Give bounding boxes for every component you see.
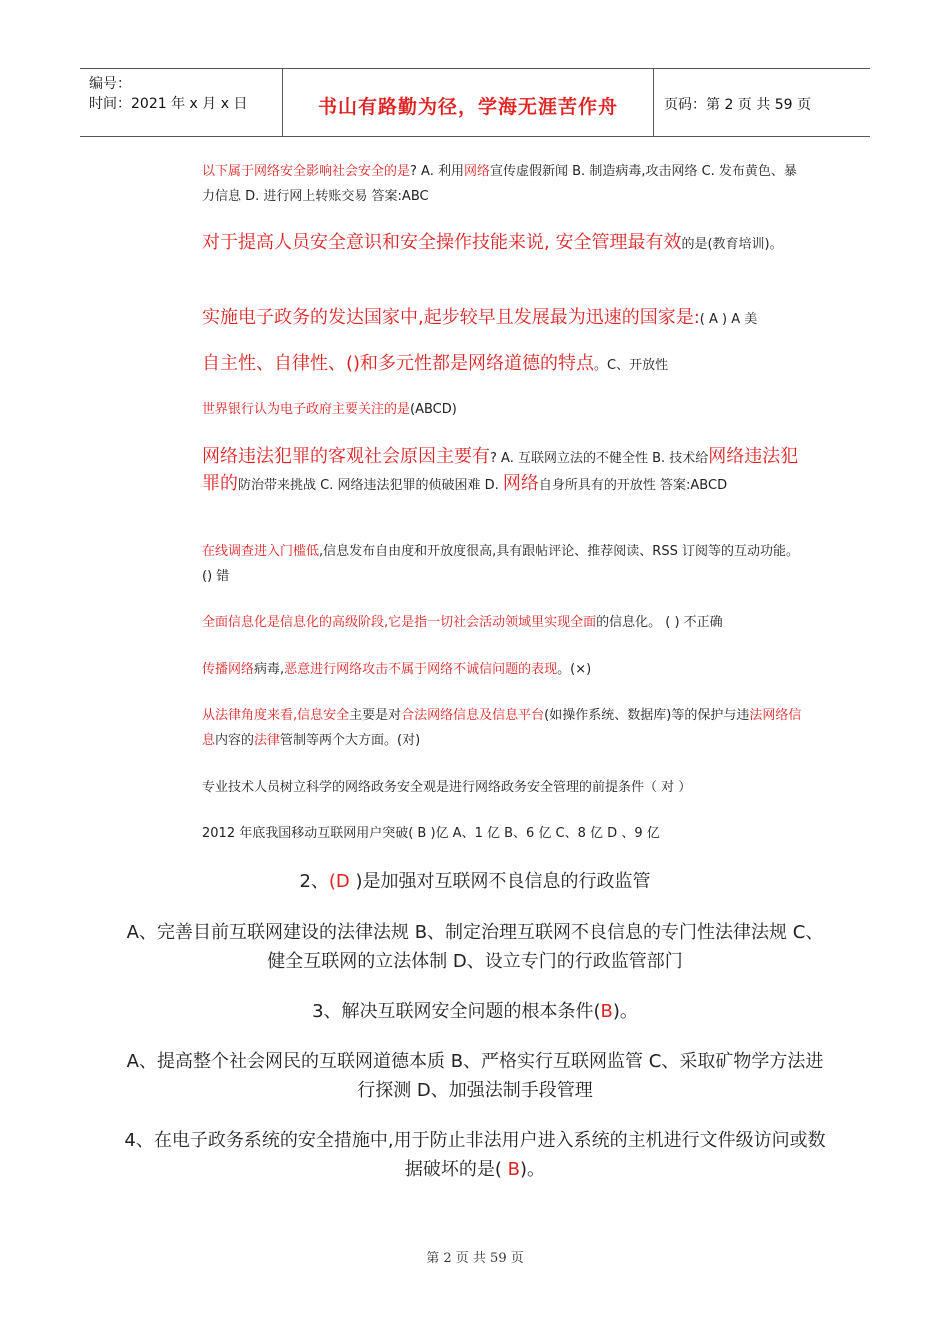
question-text: 防治带来挑战 C. 网络违法犯罪的侦破困难 D. <box>238 478 503 493</box>
question-item <box>120 997 830 1026</box>
question-options: A、完善目前互联网建设的法律法规 B、制定治理互联网不良信息的专门性法律法规 C、健全互联网的立法体制 D、设立专门的行政监管部门 <box>126 922 824 972</box>
header-motto: 书山有路勤为径，学海无涯苦作舟 <box>317 96 618 118</box>
question-text: 管制等两个大方面。(对) <box>280 733 421 748</box>
question-stem: 从法律角度来看,信息安全 <box>202 708 350 723</box>
question-text: 宣传虚假新闻 B. 制造病毒,攻击网络 C. 发布黄色、暴力信息 D. 进行网上转账交易 答案:ABC <box>202 164 797 204</box>
question-stem: 传播网络 <box>202 662 255 677</box>
answer-text: B <box>600 1001 613 1022</box>
document-number-label: 编号： <box>89 76 131 92</box>
question-text: 2012 年底我国移动互联网用户突破( B )亿 A、1 亿 B、6 亿 C、8 亿 D 、9 亿 <box>202 826 660 841</box>
document-date-label: 时间：2021 年 x 月 x 日 <box>89 96 248 112</box>
highlight-text: 合法网络信息及信息平台 <box>401 708 545 723</box>
question-item <box>202 821 802 846</box>
question-text: 专业技术人员树立科学的网络政务安全观是进行网络政务安全管理的前提条件（ 对 ） <box>202 780 692 795</box>
question-item <box>202 159 802 209</box>
question-text: )是加强对互联网不良信息的行政监管 <box>355 871 651 892</box>
question-text: (如操作系统、数据库)等的保护与违 <box>544 708 750 723</box>
question-text: 。C、开放性 <box>594 358 669 373</box>
page-header <box>80 68 870 137</box>
question-item <box>202 351 802 378</box>
question-text: ( A ) A 美 <box>699 312 758 327</box>
highlight-text: 法律 <box>254 733 281 748</box>
question-text: 的是(教育培训)。 <box>681 237 783 252</box>
question-item <box>120 1126 830 1184</box>
question-text: ,信息发布自由度和开放度很高,具有跟帖评论、推荐阅读、RSS 订阅等的互动功能。() 错 <box>202 544 799 584</box>
question-text: 3、解决互联网安全问题的根本条件( <box>312 1001 601 1022</box>
question-text: 主要是对 <box>349 708 402 723</box>
question-text: )。 <box>612 1001 638 1022</box>
answer-text: B <box>507 1159 521 1180</box>
question-item <box>202 397 802 422</box>
question-stem: 世界银行认为电子政府主要关注的是 <box>202 402 411 417</box>
question-stem: 网络违法犯罪的客观社会原因主要有 <box>202 446 490 467</box>
question-text: 自身所具有的开放性 答案:ABCD <box>538 478 728 493</box>
question-text: (ABCD) <box>410 402 457 417</box>
question-stem: 全面信息化是信息化的高级阶段,它是指一切社会活动领域里实现全面 <box>202 615 597 630</box>
question-stem: 对于提高人员安全意识和安全操作技能来说, 安全管理最有效 <box>202 232 682 253</box>
question-text: 的信息化。 ( ) 不正确 <box>596 615 723 630</box>
question-item <box>202 229 802 258</box>
question-stem: 以下属于网络安全影响社会安全的是 <box>202 164 411 179</box>
question-text: ? A. 互联网立法的不健全性 B. 技术给 <box>490 451 709 466</box>
page-footer: 第 2 页 共 59 页 <box>426 1251 524 1266</box>
question-item <box>202 539 802 589</box>
answer-text: (D <box>328 871 356 892</box>
question-text: )。 <box>520 1159 546 1180</box>
question-item <box>202 610 802 635</box>
highlight-text: 网络 <box>463 164 490 179</box>
question-text: 病毒, <box>254 662 285 677</box>
header-motto-cell <box>283 69 654 136</box>
question-item <box>202 657 802 682</box>
highlight-text: 网络违法犯罪的 <box>202 446 799 494</box>
header-page-cell <box>654 69 870 136</box>
question-item <box>202 444 802 498</box>
header-meta-cell <box>80 69 283 136</box>
question-item <box>202 305 802 332</box>
question-text: 。(×) <box>557 662 592 677</box>
question-text: ? A. 利用 <box>410 164 464 179</box>
highlight-text: 网络 <box>502 473 539 494</box>
question-text: 2、 <box>299 871 329 892</box>
question-stem: 自主性、自律性、()和多元性都是网络道德的特点 <box>202 353 595 374</box>
question-stem: 实施电子政务的发达国家中,起步较早且发展最为迅速的国家是: <box>202 307 700 328</box>
question-text: 4、在电子政务系统的安全措施中,用于防止非法用户进入系统的主机进行文件级访问或数据破坏的是( <box>124 1130 826 1180</box>
question-stem: 在线调查进入门槛低 <box>202 544 320 559</box>
question-item <box>202 703 802 753</box>
question-text: 内容的 <box>215 733 255 748</box>
question-options: A、提高整个社会网民的互联网道德本质 B、严格实行互联网监管 C、采取矿物学方法进行探测 D、加强法制手段管理 <box>126 1051 824 1101</box>
highlight-text: 恶意进行网络攻击不属于网络不诚信问题的表现 <box>284 662 558 677</box>
highlight-text: 法网络信息 <box>202 708 802 748</box>
question-item <box>120 867 830 896</box>
header-page-info: 页码：第 2 页 共 59 页 <box>664 97 811 113</box>
question-item <box>202 775 802 800</box>
